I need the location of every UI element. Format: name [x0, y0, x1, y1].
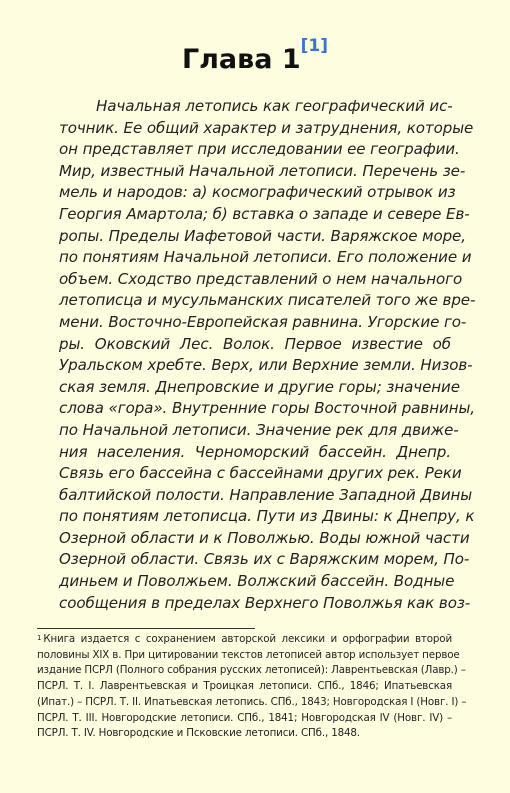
text-line: ры. Оковский Лес. Волок. Первое известие об	[59, 334, 451, 353]
text-line: балтийской полости. Направление Западной Двины	[59, 485, 473, 504]
footnote-marker: 1	[37, 634, 42, 642]
text-line: Мир, известный Начальной летописи. Перечень зе-	[59, 161, 466, 180]
footnote-line-text: ПСРЛ. Т. I. Лаврентьевская и Троицкая летописи. СПб., 1846; Ипатьевская	[37, 680, 452, 693]
footnote-line	[37, 695, 467, 711]
text-line: ния населения. Черноморский бассейн. Днепр.	[59, 442, 451, 461]
text-line: по Начальной летописи. Значение рек для движе-	[59, 420, 459, 439]
text-line: объем. Сходство представлений о нем начального	[59, 269, 463, 288]
footnote-line	[37, 679, 452, 695]
text-line: мени. Восточно-Европейская равнина. Угорские го-	[59, 312, 467, 331]
footnote-line-text: издание ПСРЛ (Полного собрания русских летописей): Лаврентьевская (Лавр.) –	[37, 664, 466, 677]
footnote-line-text: ПСРЛ. Т. III. Новгородские летописи. СПб., 1841; Новгородская IV (Новг. IV) –	[37, 711, 452, 724]
footnote-line	[37, 632, 452, 648]
footnote	[37, 632, 467, 742]
text-line: Связь его бассейна с бассейнами других рек. Реки	[59, 464, 462, 483]
footnote-line	[37, 726, 452, 742]
text-line: по понятиям Начальной летописи. Его положение и	[59, 248, 472, 267]
text-line: летописца и мусульманских писателей того же вре-	[59, 291, 476, 310]
chapter-title	[0, 36, 510, 80]
text-line: мель и народов: а) космографический отрывок из	[59, 183, 456, 202]
footnote-line-text: ПСРЛ. Т. IV. Новгородские и Псковские летописи. СПб., 1848.	[37, 727, 360, 740]
text-line: Озерной области. Связь их с Варяжским морем, По-	[59, 550, 470, 569]
text-line: по понятиям летописца. Пути из Двины: к Днепру, к	[59, 507, 475, 526]
text-line: сообщения в пределах Верхнего Поволжья как воз-	[59, 593, 471, 612]
footnote-divider	[37, 628, 255, 629]
text-line: Начальная летопись как географический ис-	[96, 97, 453, 115]
footnote-line-text: Книга издается с сохранением авторской лексики и орфографии второй	[43, 633, 452, 645]
text-line: диньем и Поволжьем. Волжский бассейн. Водные	[59, 572, 455, 591]
chapter-title-text: Глава 1	[181, 44, 301, 75]
text-line: точник. Ее общий характер и затруднения, которые	[59, 118, 474, 137]
text-line: ропы. Пределы Иафетовой части. Варяжское море,	[59, 226, 466, 245]
text-line: он представляет при исследовании ее географии.	[59, 140, 460, 159]
footnote-line	[37, 648, 460, 664]
footnote-reference-link[interactable]: [1]	[300, 36, 329, 56]
footnote-line	[37, 663, 466, 679]
text-line: слова «гора». Внутренние горы Восточной равнины,	[59, 399, 475, 418]
text-line: Озерной области и к Поволжью. Воды южной части	[59, 528, 470, 547]
text-line: Георгия Амартола; б) вставка о западе и севере Ев-	[59, 204, 470, 223]
text-line: Уральском хребте. Верх, или Верхние земли. Низов-	[59, 356, 473, 375]
footnote-line-text: половины XIX в. При цитировании текстов летописей автор использует первое	[37, 648, 460, 661]
footnote-line	[37, 711, 452, 727]
footnote-line-text: (Ипат.) – ПСРЛ. Т. II. Ипатьевская летопись. СПб., 1843; Новгородская I (Новг. I) –	[37, 695, 467, 708]
chapter-summary-paragraph	[59, 96, 476, 614]
text-line: ская земля. Днепровские и другие горы; значение	[59, 377, 460, 396]
